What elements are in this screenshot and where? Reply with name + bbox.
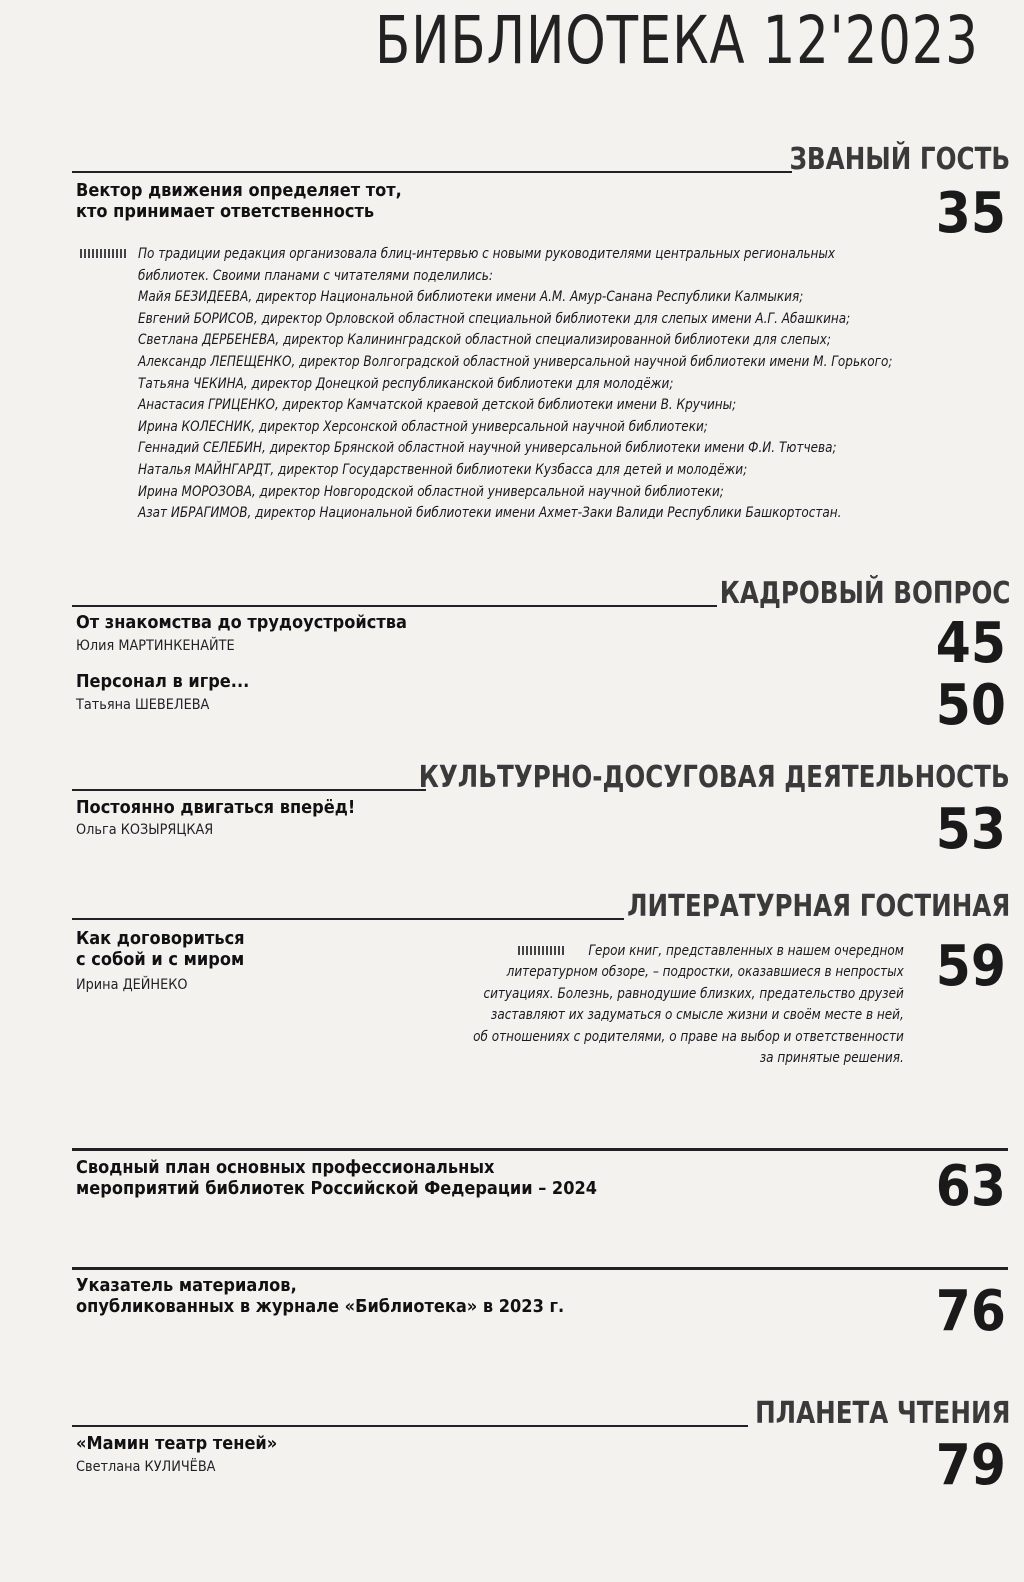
section-title-staff: КАДРОВЫЙ ВОПРОС: [719, 576, 1010, 611]
section-rule-leisure: [72, 789, 426, 791]
article-title-line: опубликованных в журнале «Библиотека» в 2023 г.: [76, 1296, 565, 1317]
lead-text-guest: [138, 244, 938, 525]
lead-line: литературном обзоре, – подростки, оказавшиеся в непростых: [506, 964, 904, 981]
lead-line: Татьяна ЧЕКИНА, директор Донецкой республиканской библиотеки для молодёжи;: [138, 375, 674, 392]
article-title-literary[interactable]: [76, 928, 245, 970]
lead-line: Герои книг, представленных в нашем очередном: [588, 943, 904, 959]
magazine-title: БИБЛИОТЕКА 12'2023: [375, 2, 979, 79]
lead-line: По традиции редакция организовала блиц-интервью с новыми руководителями центральных региональных: [138, 246, 836, 262]
page-number-79[interactable]: 79: [935, 1433, 1006, 1498]
article-title-line: Как договориться: [76, 928, 245, 949]
lead-line: заставляют их задуматься о смысле жизни и своём месте в ней,: [491, 1007, 904, 1024]
page-number-35[interactable]: 35: [935, 181, 1006, 246]
page-number-76[interactable]: 76: [935, 1279, 1006, 1344]
article-title-line: Вектор движения определяет тот,: [76, 180, 402, 201]
article-title-staff-1[interactable]: От знакомства до трудоустройства: [76, 612, 407, 633]
article-title-index[interactable]: [76, 1275, 564, 1317]
article-author-literary: Ирина ДЕЙНЕКО: [76, 977, 188, 993]
page-number-63[interactable]: 63: [935, 1154, 1006, 1219]
article-author-staff-1: Юлия МАРТИНКЕНАЙТЕ: [76, 638, 235, 654]
section-rule-reading: [72, 1425, 748, 1427]
lead-line: Геннадий СЕЛЕБИН, директор Брянской областной научной универсальной библиотеки имени Ф.И. Тютчева;: [138, 440, 837, 457]
page-number-45[interactable]: 45: [935, 611, 1006, 676]
article-title-plan[interactable]: [76, 1157, 597, 1199]
section-title-leisure: КУЛЬТУРНО-ДОСУГОВАЯ ДЕЯТЕЛЬНОСТЬ: [419, 760, 1010, 795]
lead-line: Евгений БОРИСОВ, директор Орловской областной специальной библиотеки для слепых имени А.Г. Абашкина;: [138, 310, 851, 327]
section-title-guest: ЗВАНЫЙ ГОСТЬ: [789, 142, 1010, 177]
article-title-line: мероприятий библиотек Российской Федерации – 2024: [76, 1178, 598, 1199]
lead-line: Азат ИБРАГИМОВ, директор Национальной библиотеки имени Ахмет-Заки Валиди Республики Башкортостан.: [138, 505, 842, 522]
section-rule-plan: [72, 1148, 1008, 1151]
page-number-59[interactable]: 59: [935, 934, 1006, 999]
page-number-53[interactable]: 53: [935, 797, 1006, 862]
lead-line: Майя БЕЗИДЕЕВА, директор Национальной библиотеки имени А.М. Амур-Санана Республики Калмыкия;: [138, 289, 804, 306]
lead-line: Ирина МОРОЗОВА, директор Новгородской областной универсальной научной библиотеки;: [138, 483, 724, 500]
lead-line: библиотек. Своими планами с читателями поделились:: [138, 267, 493, 284]
article-title-guest[interactable]: [76, 180, 402, 222]
article-title-staff-2[interactable]: Персонал в игре...: [76, 671, 250, 692]
section-rule-literary: [72, 918, 624, 920]
section-title-literary: ЛИТЕРАТУРНАЯ ГОСТИНАЯ: [626, 889, 1010, 924]
article-author-reading: Светлана КУЛИЧЁВА: [76, 1459, 216, 1475]
page-number-50[interactable]: 50: [935, 673, 1006, 738]
section-title-reading: ПЛАНЕТА ЧТЕНИЯ: [754, 1396, 1010, 1431]
lead-line: об отношениях с родителями, о праве на выбор и ответственности: [473, 1028, 904, 1045]
lead-line: Наталья МАЙНГАРДТ, директор Государственной библиотеки Кузбасса для детей и молодёжи;: [138, 461, 748, 478]
section-rule-guest: [72, 171, 792, 173]
section-rule-index: [72, 1267, 1008, 1270]
article-title-leisure[interactable]: Постоянно двигаться вперёд!: [76, 797, 356, 818]
lead-line: Анастасия ГРИЦЕНКО, директор Камчатской краевой детской библиотеки имени В. Кручины;: [138, 397, 737, 414]
lead-line: ситуациях. Болезнь, равнодушие близких, предательство друзей: [483, 985, 904, 1002]
lead-line: Александр ЛЕПЕЩЕНКО, директор Волгоградской областной универсальной научной библиотеки имени М. Горького;: [138, 353, 893, 370]
article-title-line: с собой и с миром: [76, 949, 245, 970]
article-author-leisure: Ольга КОЗЫРЯЦКАЯ: [76, 822, 214, 838]
article-title-line: Сводный план основных профессиональных: [76, 1157, 495, 1178]
article-title-reading[interactable]: «Мамин театр теней»: [76, 1433, 278, 1454]
lead-marker-icon: [80, 249, 126, 258]
section-rule-staff: [72, 605, 717, 607]
lead-line: Светлана ДЕРБЕНЕВА, директор Калининградской областной специализированной библиотеки для слепых;: [138, 332, 831, 349]
lead-text-literary: [473, 941, 904, 1069]
lead-line: Ирина КОЛЕСНИК, директор Херсонской областной универсальной научной библиотеки;: [138, 418, 708, 435]
article-title-line: Указатель материалов,: [76, 1275, 297, 1296]
lead-line: за принятые решения.: [759, 1050, 904, 1067]
article-author-staff-2: Татьяна ШЕВЕЛЕВА: [76, 697, 210, 713]
article-title-line: кто принимает ответственность: [76, 201, 375, 222]
